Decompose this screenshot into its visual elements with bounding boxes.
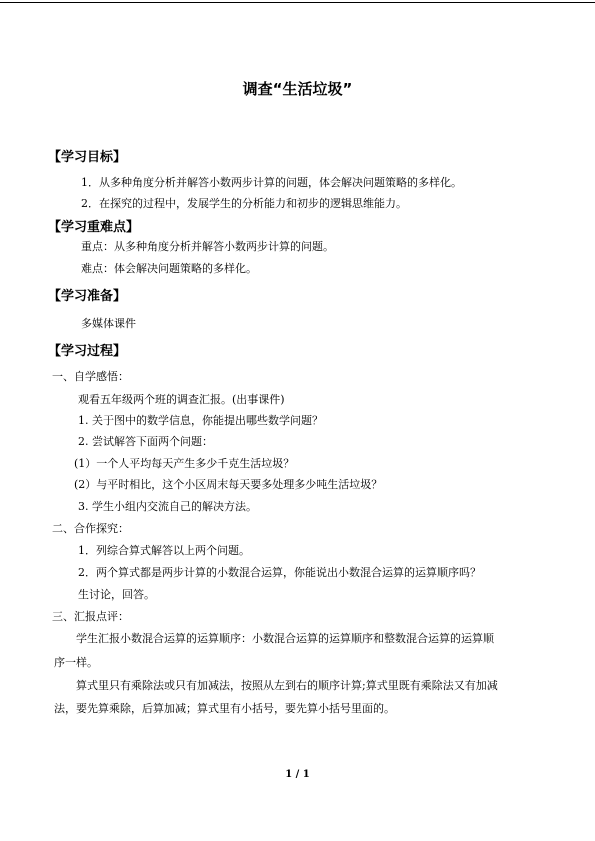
- process-line: 2．两个算式都是两步计算的小数混合运算，你能说出小数混合运算的运算顺序吗？: [78, 566, 481, 579]
- process-line: 3. 学生小组内交流自己的解决方法。: [78, 500, 257, 513]
- goal-item: 1．从多种角度分析并解答小数两步计算的问题，体会解决问题策略的多样化。: [81, 176, 462, 189]
- process-line: 1. 关于图中的数学信息，你能提出哪些数学问题？: [78, 414, 323, 427]
- process-line: 2. 尝试解答下面两个问题：: [78, 435, 213, 448]
- section-heading-process: 【学习过程】: [48, 344, 127, 359]
- process-line: 1．列综合算式解答以上两个问题。: [78, 544, 250, 557]
- goal-item: 2．在探究的过程中，发展学生的分析能力和初步的逻辑思维能力。: [81, 197, 407, 210]
- process-line: 观看五年级两个班的调查汇报。(出事课件): [78, 393, 285, 406]
- preparation-item: 多媒体课件: [81, 317, 136, 330]
- process-part-label: 一、自学感悟：: [52, 370, 129, 383]
- process-line: 法，要先算乘除，后算加减；算式里有小括号，要先算小括号里面的。: [54, 702, 395, 715]
- process-line: 序一样。: [54, 656, 98, 669]
- top-rule: [0, 2, 595, 3]
- process-line: (2）与平时相比，这个小区周末每天要多处理多少吨生活垃圾？: [74, 478, 383, 491]
- section-heading-key-points: 【学习重难点】: [48, 220, 140, 235]
- process-line: 学生汇报小数混合运算的运算顺序：小数混合运算的运算顺序和整数混合运算的运算顺: [76, 632, 494, 645]
- process-line: (1）一个人平均每天产生多少千克生活垃圾？: [74, 457, 295, 470]
- page-number: 1 / 1: [285, 769, 310, 780]
- key-point-item: 重点：从多种角度分析并解答小数两步计算的问题。: [81, 240, 334, 253]
- process-line: 生讨论，回答。: [78, 588, 155, 601]
- process-part-label: 三、汇报点评：: [52, 610, 129, 623]
- process-line: 算式里只有乘除法或只有加减法，按照从左到右的顺序计算;算式里既有乘除法又有加减: [76, 679, 498, 692]
- section-heading-goals: 【学习目标】: [48, 150, 127, 165]
- page-title: 调查“生活垃圾”: [242, 80, 353, 98]
- difficulty-item: 难点：体会解决问题策略的多样化。: [81, 262, 257, 275]
- section-heading-preparation: 【学习准备】: [48, 289, 127, 304]
- process-part-label: 二、合作探究：: [52, 522, 129, 535]
